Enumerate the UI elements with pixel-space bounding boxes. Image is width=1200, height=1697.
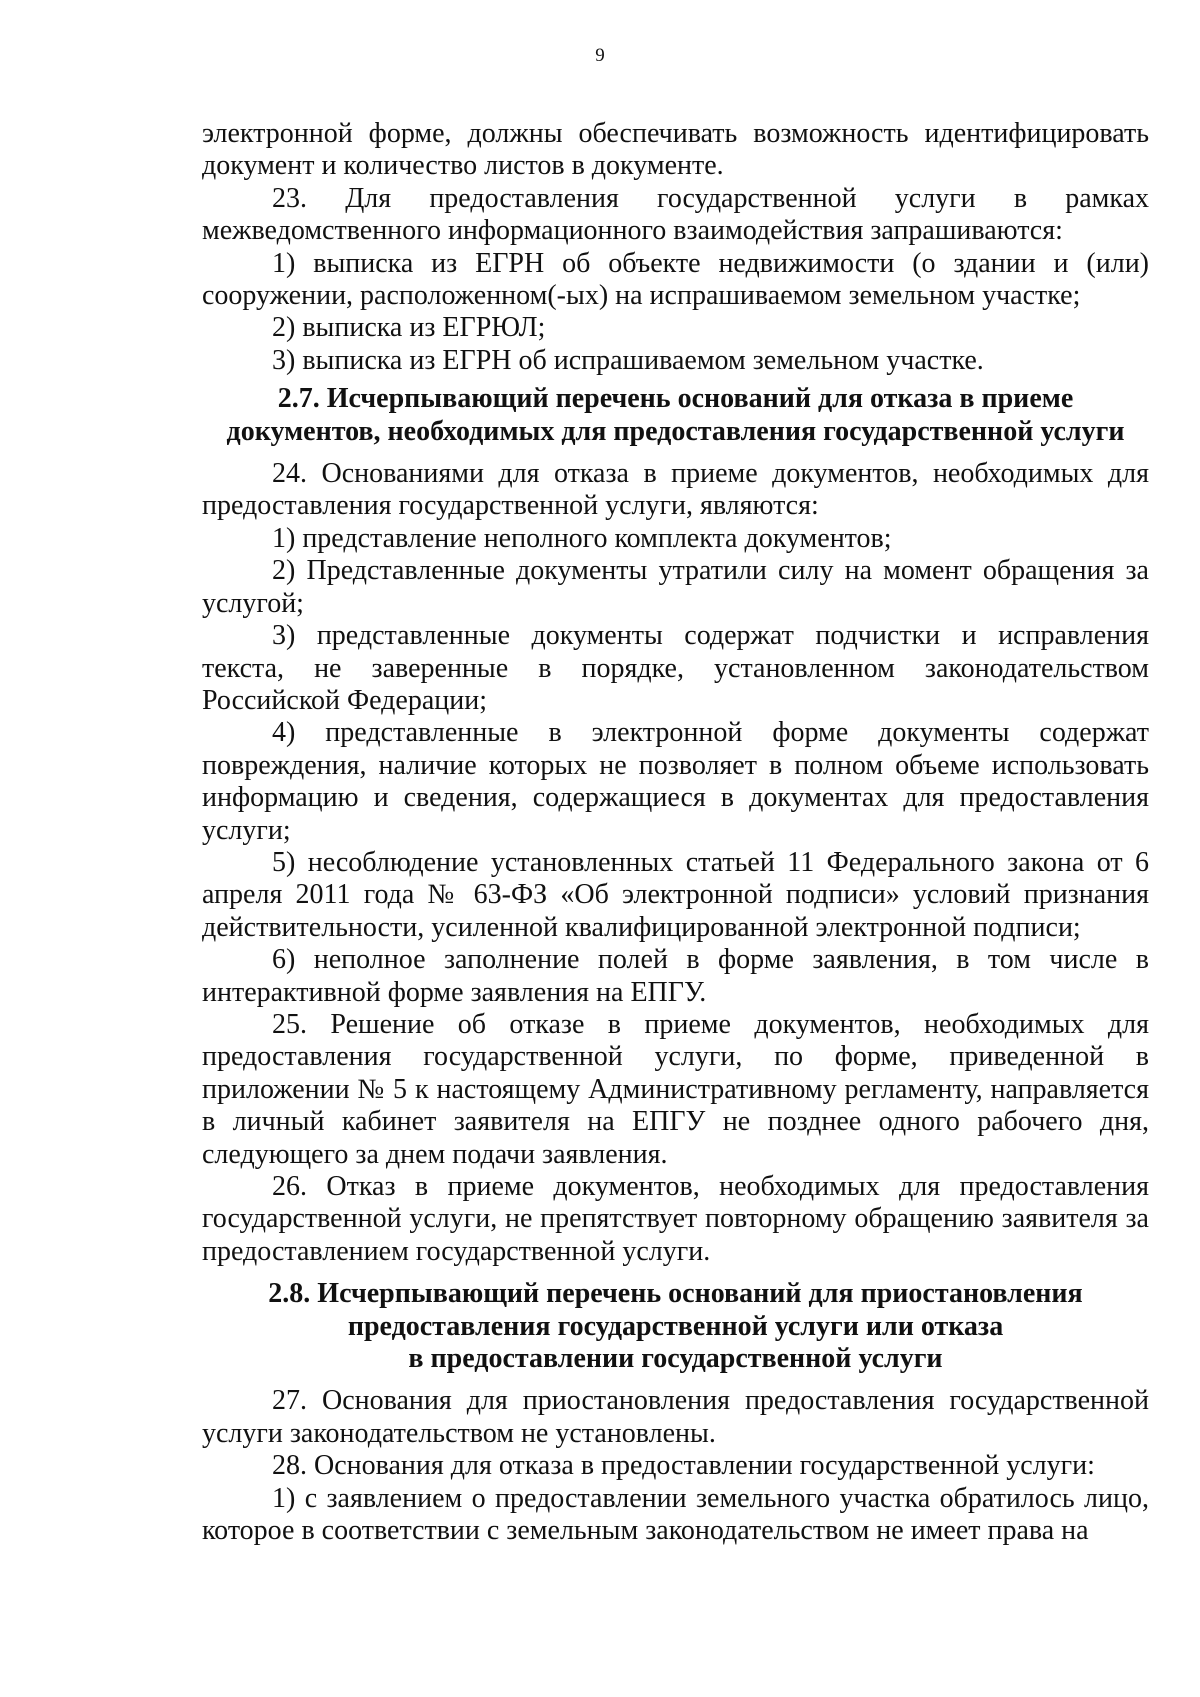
heading-line: 2.7. Исчерпывающий перечень оснований для отказа в приеме <box>277 383 1074 415</box>
paragraph-27: 27. Основания для приостановления предоставления государственной услуги законодательством не установлены. <box>202 1385 1149 1449</box>
heading-line: предоставления государственной услуги или отказа <box>347 1310 1004 1342</box>
paragraph-24-item-4: 4) представленные в электронной форме документы содержат повреждения, наличие которых не позволяет в полном объеме использовать информацию и сведения, содержащиеся в документах для предоставления услуги; <box>202 717 1149 846</box>
heading-line: 2.8. Исчерпывающий перечень оснований для приостановления <box>268 1278 1083 1310</box>
paragraph-24: 24. Основаниями для отказа в приеме документов, необходимых для предоставления государственной услуги, являются: <box>202 458 1149 522</box>
paragraph-24-item-6: 6) неполное заполнение полей в форме заявления, в том числе в интерактивной форме заявления на ЕПГУ. <box>202 944 1149 1008</box>
paragraph-26: 26. Отказ в приеме документов, необходимых для предоставления государственной услуги, не препятствует повторному обращению заявителя за предоставлением государственной услуги. <box>202 1171 1149 1267</box>
paragraph-28-item-1: 1) с заявлением о предоставлении земельного участка обратилось лицо, которое в соответствии с земельным законодательством не имеет права на <box>202 1482 1149 1547</box>
paragraph-23-item-3: 3) выписка из ЕГРН об испрашиваемом земельном участке. <box>272 344 984 376</box>
paragraph-28: 28. Основания для отказа в предоставлении государственной услуги: <box>272 1450 1095 1482</box>
section-heading-2-7 <box>202 383 1149 448</box>
section-heading-2-8 <box>202 1278 1149 1375</box>
paragraph-25: 25. Решение об отказе в приеме документов, необходимых для предоставления государственной услуги, по форме, приведенной в приложении № 5 к настоящему Административному регламенту, направляется в личный кабинет заявителя на ЕПГУ не позднее одного рабочего дня, следующего за днем подачи заявления. <box>202 1008 1149 1170</box>
heading-line: в предоставлении государственной услуги <box>408 1343 943 1375</box>
paragraph-23-item-1: 1) выписка из ЕГРН об объекте недвижимости (о здании и (или) сооружении, расположенном(-ых) на испрашиваемом земельном участке; <box>202 247 1149 312</box>
paragraph-intro: электронной форме, должны обеспечивать возможность идентифицировать документ и количество листов в документе. <box>202 118 1149 182</box>
paragraph-24-item-3: 3) представленные документы содержат подчистки и исправления текста, не заверенные в порядке, установленном законодательством Российской Федерации; <box>202 620 1149 716</box>
paragraph-24-item-2: 2) Представленные документы утратили силу на момент обращения за услугой; <box>202 555 1149 619</box>
paragraph-24-item-1: 1) представление неполного комплекта документов; <box>272 522 892 554</box>
paragraph-23-item-2: 2) выписка из ЕГРЮЛ; <box>272 312 546 344</box>
paragraph-24-item-5: 5) несоблюдение установленных статьей 11 Федерального закона от 6 апреля 2011 года № 63-ФЗ «Об электронной подписи» условий признания действительности, усиленной квалифицированной электронной подписи; <box>202 846 1149 943</box>
paragraph-23: 23. Для предоставления государственной услуги в рамках межведомственного информационного взаимодействия запрашиваются: <box>202 182 1149 247</box>
document-body <box>202 118 1149 1547</box>
heading-line: документов, необходимых для предоставления государственной услуги <box>226 415 1125 447</box>
page-number: 9 <box>595 45 605 66</box>
